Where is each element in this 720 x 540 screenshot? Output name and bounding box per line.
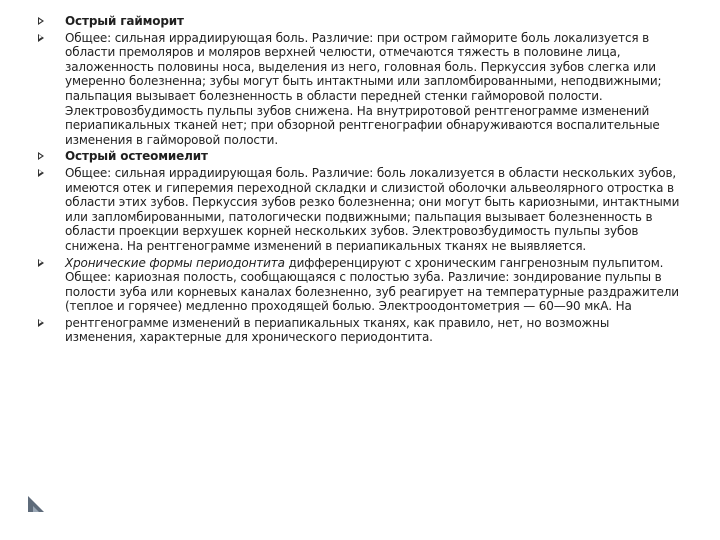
list-item (38, 14, 680, 29)
heading-acute-osteomyelitis: Острый остеомиелит (65, 149, 208, 164)
paragraph-sinusitis: Общее: сильная иррадиирующая боль. Различие: при остром гайморите боль локализуется в области премоляров и моляров верхней челюсти, отмечаются тяжесть в половине лица, заложенность половины носа, выделения из него, головная боль. Перкуссия зубов слегка или умеренно болезненна; зубы могут быть интактными или запломбированными, неподвижными; пальпация вызывает болезненность в области передней стенки гайморовой полости. Электровозбудимость пульпы зубов снижена. На внутриротовой рентгенограмме изменений периапикальных тканей нет; при обзорной рентгенографии обнаруживаются воспалительные изменения в гайморовой полости. (65, 30, 662, 147)
bullet-arrow-icon (38, 34, 44, 42)
bullet-arrow-icon (38, 259, 44, 267)
bullet-arrow-icon (38, 169, 44, 177)
bullet-arrow-icon (38, 17, 44, 25)
bullet-arrow-icon (38, 319, 44, 327)
paragraph-osteomyelitis: Общее: сильная иррадиирующая боль. Различие: боль локализуется в области нескольких зубов, имеются отек и гиперемия переходной складки и слизистой оболочки альвеолярного отростка в области этих зубов. Перкуссия зубов резко болезненна; они могут быть кариозными, интактными или запломбированными, патологически подвижными; пальпация вызывает болезненность в области проекции верхушек корней нескольких зубов. Электровозбудимость пульпы зубов снижена. На рентгенограмме изменений в периапикальных тканях не выявляется. (65, 165, 680, 253)
corner-decoration-icon (28, 496, 44, 512)
paragraph-periodontitis: дифференцируют с хроническим гангренозным пульпитом. Общее: кариозная полость, сообщающаяся с полостью зуба. Различие: зондирование пульпы в полости зуба или корневых каналах болезненно, зуб реагирует на температурные раздражители (теплое и горячее) медленно проходящей болью. Электроодонтометрия — 60—90 мкА. На (65, 255, 679, 314)
list-item (38, 31, 680, 148)
list-item (38, 149, 680, 164)
list-item (38, 316, 680, 345)
bullet-list (38, 14, 680, 345)
italic-term: Хронические формы периодонтита (65, 255, 289, 270)
paragraph-xray: рентгенограмме изменений в периапикальных тканях, как правило, нет, но возможны изменения, характерные для хронического периодонтита. (65, 315, 610, 345)
list-item (38, 166, 680, 254)
heading-acute-sinusitis: Острый гайморит (65, 14, 184, 28)
list-item (38, 256, 680, 314)
bullet-arrow-icon (38, 152, 44, 160)
